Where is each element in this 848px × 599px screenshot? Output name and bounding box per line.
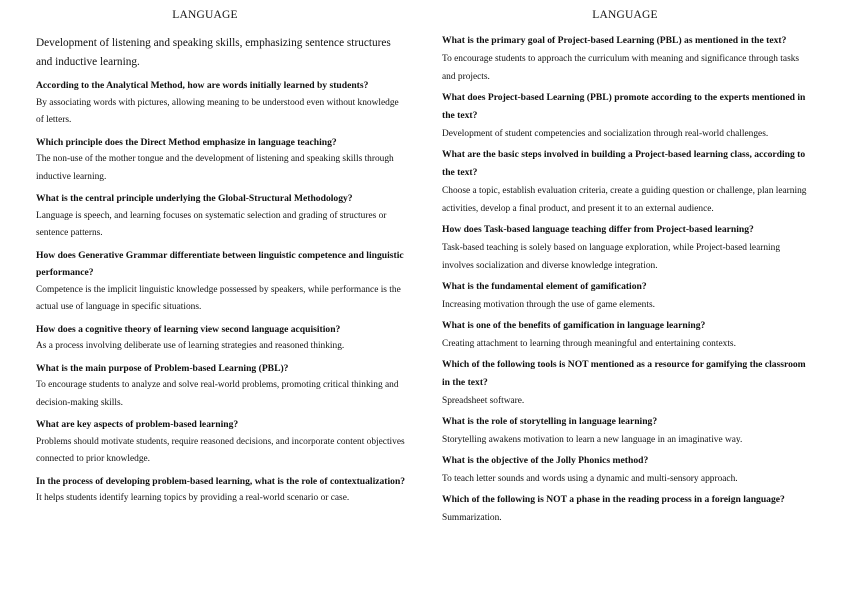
answer-text: As a process involving deliberate use of learning strategies and reasoned thinking. — [36, 341, 345, 351]
question-text: In the process of developing problem-based learning, what is the role of contextualization? — [36, 475, 406, 487]
question-text: According to the Analytical Method, how are words initially learned by students? — [36, 80, 369, 91]
right-qa-list — [442, 32, 812, 527]
qa-item — [442, 32, 812, 86]
qa-item — [36, 134, 408, 187]
question-text: What does Project-based Learning (PBL) promote according to the experts mentioned in the text? — [442, 92, 806, 121]
answer-text: The non-use of the mother tongue and the development of listening and speaking skills through inductive learning. — [36, 154, 394, 182]
qa-item — [442, 356, 812, 410]
qa-item — [442, 317, 812, 353]
question-text: What are the basic steps involved in building a Project-based learning class, according to the text? — [442, 149, 806, 178]
qa-item — [36, 247, 408, 317]
qa-item — [442, 89, 812, 143]
qa-item — [442, 452, 812, 488]
qa-item — [442, 413, 812, 449]
answer-text: To encourage students to analyze and solve real-world problems, promoting critical thinking and decision-making skills. — [36, 380, 399, 408]
qa-item — [36, 190, 408, 243]
qa-item — [442, 491, 812, 527]
qa-item — [36, 416, 408, 469]
answer-text: Spreadsheet software. — [442, 396, 525, 406]
answer-text: Development of student competencies and socialization through real-world challenges. — [442, 129, 769, 139]
answer-text: Competence is the implicit linguistic knowledge possessed by speakers, while performance is the actual use of language in specific situations. — [36, 284, 401, 312]
question-text: What is one of the benefits of gamification in language learning? — [442, 320, 706, 331]
answer-text: Storytelling awakens motivation to learn a new language in an imaginative way. — [442, 435, 743, 445]
answer-text: To encourage students to approach the curriculum with meaning and significance through tasks and projects. — [442, 54, 800, 82]
qa-item — [442, 221, 812, 275]
qa-item — [36, 77, 408, 130]
page-header-left: LANGUAGE — [172, 9, 238, 21]
answer-text: Problems should motivate students, require reasoned decisions, and incorporate content objectives connected to prior knowledge. — [36, 436, 405, 464]
page-header-right: LANGUAGE — [592, 9, 658, 21]
answer-text: To teach letter sounds and words using a dynamic and multi-sensory approach. — [442, 474, 738, 484]
answer-text: Language is speech, and learning focuses on systematic selection and grading of structures or sentence patterns. — [36, 210, 387, 238]
qa-item — [36, 360, 408, 413]
qa-item — [442, 278, 812, 314]
qa-item — [36, 321, 408, 356]
question-text: What is the central principle underlying the Global-Structural Methodology? — [36, 193, 353, 204]
answer-text: Choose a topic, establish evaluation criteria, create a guiding question or challenge, plan learning activities, develop a final product, and present it to an external audience. — [442, 186, 807, 214]
question-text: What is the objective of the Jolly Phonics method? — [442, 455, 649, 466]
question-text: How does Task-based language teaching differ from Project-based learning? — [442, 224, 754, 235]
question-text: What is the role of storytelling in language learning? — [442, 416, 658, 427]
question-text: Which of the following is NOT a phase in the reading process in a foreign language? — [442, 494, 785, 505]
answer-text: Creating attachment to learning through meaningful and entertaining contexts. — [442, 339, 736, 349]
answer-text: Increasing motivation through the use of game elements. — [442, 300, 655, 310]
question-text: Which principle does the Direct Method emphasize in language teaching? — [36, 136, 337, 148]
answer-text: By associating words with pictures, allowing meaning to be understood even without knowledge of letters. — [36, 97, 399, 125]
question-text: What are key aspects of problem-based learning? — [36, 419, 239, 430]
question-text: What is the primary goal of Project-based Learning (PBL) as mentioned in the text? — [442, 35, 787, 46]
intro-paragraph: Development of listening and speaking skills, emphasizing sentence structures and inductive learning. — [36, 37, 391, 68]
question-text: What is the main purpose of Problem-based Learning (PBL)? — [36, 362, 289, 374]
answer-text: Task-based teaching is solely based on language exploration, while Project-based learning involves socialization and diverse knowledge integration. — [442, 243, 781, 271]
question-text: How does a cognitive theory of learning view second language acquisition? — [36, 323, 341, 335]
answer-text: Summarization. — [442, 513, 502, 523]
left-qa-list — [36, 77, 408, 508]
question-text: Which of the following tools is NOT mentioned as a resource for gamifying the classroom in the text? — [442, 359, 806, 388]
question-text: What is the fundamental element of gamification? — [442, 281, 647, 292]
answer-text: It helps students identify learning topics by providing a real-world scenario or case. — [36, 493, 350, 503]
left-column — [36, 0, 408, 512]
right-column — [442, 0, 812, 530]
question-text: How does Generative Grammar differentiate between linguistic competence and linguistic performance? — [36, 249, 404, 278]
qa-item — [442, 146, 812, 218]
qa-item — [36, 473, 408, 508]
